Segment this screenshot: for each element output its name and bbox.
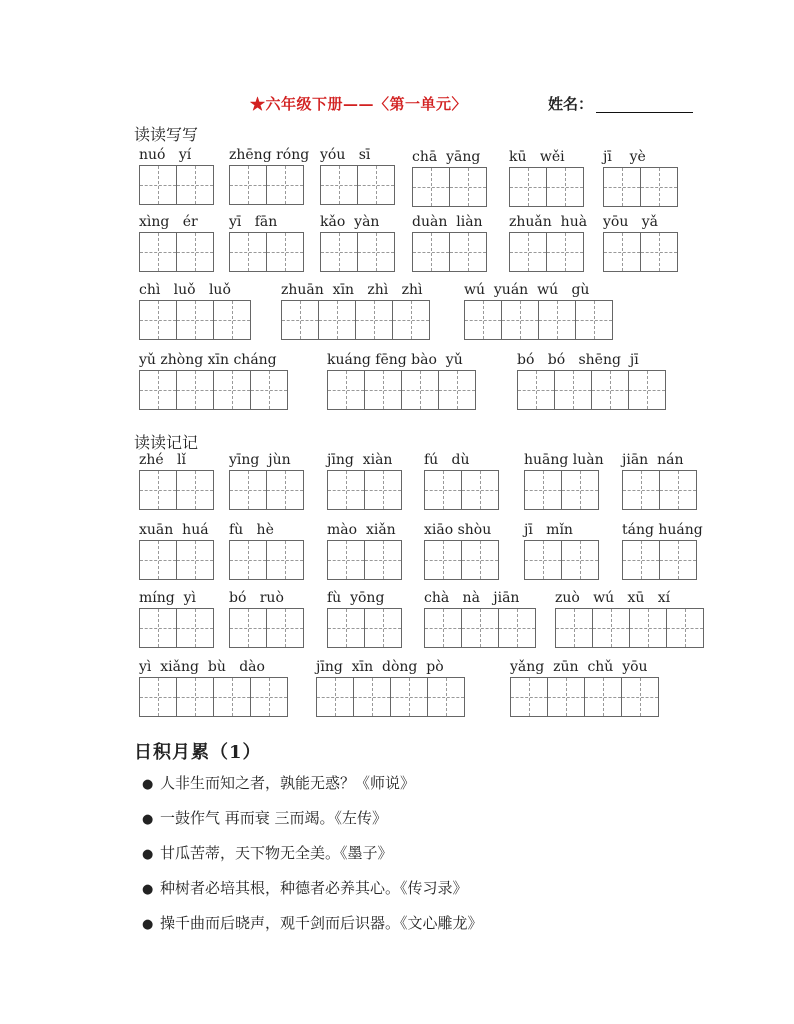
tian-grid (139, 165, 214, 205)
writing-box[interactable] (501, 300, 539, 340)
pinyin-label: kǎo yàn (320, 214, 380, 230)
writing-box[interactable] (603, 167, 641, 207)
writing-box[interactable] (353, 677, 391, 717)
writing-box[interactable] (461, 608, 499, 648)
quote-item (142, 912, 483, 933)
writing-box[interactable] (213, 300, 251, 340)
writing-box[interactable] (510, 677, 548, 717)
word-item (603, 149, 678, 207)
writing-box[interactable] (591, 370, 629, 410)
writing-box[interactable] (176, 232, 214, 272)
writing-box[interactable] (401, 370, 439, 410)
writing-box[interactable] (628, 370, 666, 410)
writing-box[interactable] (139, 300, 177, 340)
writing-box[interactable] (266, 470, 304, 510)
writing-box[interactable] (561, 540, 599, 580)
writing-box[interactable] (266, 232, 304, 272)
section-heading-read-remember: 读读记记 (134, 433, 199, 452)
writing-box[interactable] (461, 540, 499, 580)
writing-box[interactable] (659, 540, 697, 580)
writing-box[interactable] (561, 470, 599, 510)
pinyin-label: nuó yí (139, 147, 192, 163)
bullet-icon: ● (142, 777, 154, 792)
writing-box[interactable] (575, 300, 613, 340)
word-item (229, 590, 304, 648)
writing-box[interactable] (176, 677, 214, 717)
tian-grid (603, 167, 678, 207)
tian-grid (524, 470, 599, 510)
writing-box[interactable] (139, 470, 177, 510)
pinyin-label: jīng xīn dòng pò (316, 659, 444, 675)
tian-grid (320, 165, 395, 205)
pinyin-label: jī mǐn (524, 522, 573, 538)
quote-item (142, 877, 468, 898)
writing-box[interactable] (176, 540, 214, 580)
tian-grid (229, 540, 304, 580)
writing-box[interactable] (592, 608, 630, 648)
pinyin-label: chā yāng (412, 149, 481, 165)
tian-grid (509, 232, 584, 272)
pinyin-label: yì xiǎng bù dào (139, 659, 265, 675)
writing-box[interactable] (327, 540, 365, 580)
writing-box[interactable] (546, 167, 584, 207)
writing-box[interactable] (213, 370, 251, 410)
tian-grid (139, 677, 288, 717)
writing-box[interactable] (266, 608, 304, 648)
pinyin-label: fù yōng (327, 590, 385, 606)
word-item (139, 147, 214, 205)
writing-box[interactable] (139, 608, 177, 648)
word-item (139, 659, 288, 717)
writing-box[interactable] (229, 608, 267, 648)
word-item (464, 282, 613, 340)
writing-box[interactable] (509, 232, 547, 272)
word-item (327, 452, 402, 510)
pinyin-label: yī fān (229, 214, 278, 230)
tian-grid (320, 232, 395, 272)
writing-box[interactable] (229, 540, 267, 580)
quote-text: 一鼓作气 再而衰 三而竭。《左传》 (160, 809, 388, 827)
writing-box[interactable] (320, 232, 358, 272)
tian-grid (139, 540, 214, 580)
pinyin-label: xìng ér (139, 214, 198, 230)
word-item (229, 452, 304, 510)
tian-grid (412, 232, 487, 272)
writing-box[interactable] (498, 608, 536, 648)
pinyin-label: mào xiǎn (327, 522, 396, 538)
writing-box[interactable] (622, 540, 660, 580)
pinyin-label: jīng xiàn (327, 452, 393, 468)
quote-text: 人非生而知之者，孰能无惑？《师说》 (160, 774, 416, 792)
word-item (424, 590, 536, 648)
writing-box[interactable] (554, 370, 592, 410)
word-item (603, 214, 678, 272)
word-item (622, 452, 697, 510)
word-item (316, 659, 465, 717)
tian-grid (524, 540, 599, 580)
writing-box[interactable] (547, 677, 585, 717)
word-item (555, 590, 704, 648)
word-item (424, 522, 499, 580)
tian-grid (464, 300, 613, 340)
tian-grid (327, 470, 402, 510)
writing-box[interactable] (250, 370, 288, 410)
writing-box[interactable] (424, 470, 462, 510)
writing-box[interactable] (355, 300, 393, 340)
bullet-icon: ● (142, 917, 154, 932)
word-item (524, 452, 604, 510)
pinyin-label: yīng jùn (229, 452, 291, 468)
writing-box[interactable] (364, 370, 402, 410)
pinyin-label: chà nà jiān (424, 590, 520, 606)
writing-box[interactable] (412, 167, 450, 207)
tian-grid (139, 608, 214, 648)
writing-box[interactable] (318, 300, 356, 340)
pinyin-label: míng yì (139, 590, 197, 606)
word-item (139, 522, 214, 580)
tian-grid (622, 540, 697, 580)
pinyin-label: jī yè (603, 149, 646, 165)
writing-box[interactable] (357, 165, 395, 205)
pinyin-label: jiān nán (622, 452, 684, 468)
tian-grid (509, 167, 584, 207)
worksheet-title: ★六年级下册——〈第一单元〉 (250, 95, 468, 113)
pinyin-label: chì luǒ luǒ (139, 282, 231, 298)
writing-box[interactable] (229, 232, 267, 272)
writing-box[interactable] (438, 370, 476, 410)
writing-box[interactable] (555, 608, 593, 648)
pinyin-label: zhēng róng (229, 147, 310, 163)
bullet-icon: ● (142, 812, 154, 827)
writing-box[interactable] (139, 165, 177, 205)
tian-grid (327, 370, 476, 410)
pinyin-label: yōu yǎ (603, 214, 658, 230)
writing-box[interactable] (327, 370, 365, 410)
writing-box[interactable] (424, 540, 462, 580)
pinyin-label: wú yuán wú gù (464, 282, 590, 298)
tian-grid (229, 232, 304, 272)
word-item (229, 147, 310, 205)
pinyin-label: fù hè (229, 522, 274, 538)
tian-grid (412, 167, 487, 207)
quote-text: 种树者必培其根，种德者必养其心。《传习录》 (160, 879, 468, 897)
tian-grid (229, 608, 304, 648)
word-item (524, 522, 599, 580)
pinyin-label: táng huáng (622, 522, 703, 538)
tian-grid (327, 608, 402, 648)
writing-box[interactable] (524, 470, 562, 510)
writing-box[interactable] (139, 677, 177, 717)
pinyin-label: zhé lǐ (139, 452, 186, 468)
word-item (424, 452, 499, 510)
tian-grid (139, 370, 288, 410)
word-item (517, 352, 666, 410)
tian-grid (281, 300, 430, 340)
name-label: 姓名： (548, 95, 594, 113)
writing-box[interactable] (584, 677, 622, 717)
word-item (622, 522, 703, 580)
writing-box[interactable] (509, 167, 547, 207)
writing-box[interactable] (427, 677, 465, 717)
writing-box[interactable] (449, 167, 487, 207)
pinyin-label: zhuǎn huà (509, 214, 588, 230)
tian-grid (139, 300, 251, 340)
pinyin-label: xiāo shòu (424, 522, 492, 538)
writing-box[interactable] (524, 540, 562, 580)
writing-box[interactable] (176, 300, 214, 340)
pinyin-label: duàn liàn (412, 214, 483, 230)
tian-grid (139, 470, 214, 510)
word-item (139, 452, 214, 510)
writing-box[interactable] (266, 540, 304, 580)
writing-box[interactable] (640, 232, 678, 272)
section-heading-read-write: 读读写写 (134, 125, 199, 144)
writing-box[interactable] (139, 540, 177, 580)
writing-box[interactable] (139, 232, 177, 272)
writing-box[interactable] (390, 677, 428, 717)
pinyin-label: zuò wú xū xí (555, 590, 671, 606)
writing-box[interactable] (229, 165, 267, 205)
word-item (139, 352, 288, 410)
tian-grid (510, 677, 659, 717)
word-item (139, 590, 214, 648)
writing-box[interactable] (250, 677, 288, 717)
bullet-icon: ● (142, 847, 154, 862)
writing-box[interactable] (517, 370, 555, 410)
writing-box[interactable] (364, 470, 402, 510)
quote-text: 甘瓜苦蒂，天下物无全美。《墨子》 (160, 844, 393, 862)
word-item (510, 659, 659, 717)
tian-grid (424, 540, 499, 580)
writing-box[interactable] (603, 232, 641, 272)
writing-box[interactable] (176, 165, 214, 205)
bullet-icon: ● (142, 882, 154, 897)
tian-grid (316, 677, 465, 717)
writing-box[interactable] (538, 300, 576, 340)
writing-box[interactable] (424, 608, 462, 648)
writing-box[interactable] (176, 370, 214, 410)
tian-grid (327, 540, 402, 580)
word-item (327, 590, 402, 648)
writing-box[interactable] (316, 677, 354, 717)
writing-box[interactable] (449, 232, 487, 272)
writing-box[interactable] (176, 608, 214, 648)
pinyin-label: bó bó shēng jī (517, 352, 639, 368)
word-item (320, 147, 395, 205)
writing-box[interactable] (364, 608, 402, 648)
writing-box[interactable] (229, 470, 267, 510)
section-heading-accumulate: 日积月累（1） (134, 742, 262, 763)
word-item (509, 149, 584, 207)
pinyin-label: kuáng fēng bào yǔ (327, 352, 463, 368)
tian-grid (229, 470, 304, 510)
pinyin-label: bó ruò (229, 590, 284, 606)
tian-grid (424, 470, 499, 510)
writing-box[interactable] (666, 608, 704, 648)
tian-grid (622, 470, 697, 510)
writing-box[interactable] (622, 470, 660, 510)
quote-item (142, 807, 387, 828)
writing-box[interactable] (464, 300, 502, 340)
writing-box[interactable] (320, 165, 358, 205)
writing-box[interactable] (640, 167, 678, 207)
pinyin-label: kū wěi (509, 149, 565, 165)
writing-box[interactable] (357, 232, 395, 272)
pinyin-label: xuān huá (139, 522, 209, 538)
tian-grid (555, 608, 704, 648)
writing-box[interactable] (364, 540, 402, 580)
pinyin-label: yóu sī (320, 147, 371, 163)
writing-box[interactable] (281, 300, 319, 340)
pinyin-label: fú dù (424, 452, 470, 468)
writing-box[interactable] (461, 470, 499, 510)
tian-grid (139, 232, 214, 272)
writing-box[interactable] (412, 232, 450, 272)
pinyin-label: yǎng zūn chǔ yōu (510, 659, 648, 675)
word-item (320, 214, 395, 272)
word-item (281, 282, 430, 340)
quote-item (142, 842, 393, 863)
pinyin-label: zhuān xīn zhì zhì (281, 282, 423, 298)
writing-box[interactable] (392, 300, 430, 340)
word-item (229, 214, 304, 272)
writing-box[interactable] (139, 370, 177, 410)
writing-box[interactable] (327, 608, 365, 648)
pinyin-label: yǔ zhòng xīn cháng (139, 352, 277, 368)
writing-box[interactable] (629, 608, 667, 648)
writing-box[interactable] (621, 677, 659, 717)
word-item (139, 282, 251, 340)
pinyin-label: huāng luàn (524, 452, 604, 468)
tian-grid (424, 608, 536, 648)
writing-box[interactable] (546, 232, 584, 272)
writing-box[interactable] (327, 470, 365, 510)
word-item (327, 352, 476, 410)
quote-item (142, 772, 415, 793)
name-blank-line[interactable] (596, 112, 693, 113)
tian-grid (229, 165, 304, 205)
writing-box[interactable] (176, 470, 214, 510)
writing-box[interactable] (213, 677, 251, 717)
writing-box[interactable] (266, 165, 304, 205)
tian-grid (603, 232, 678, 272)
writing-box[interactable] (659, 470, 697, 510)
word-item (509, 214, 588, 272)
word-item (412, 149, 487, 207)
word-item (139, 214, 214, 272)
word-item (229, 522, 304, 580)
word-item (327, 522, 402, 580)
word-item (412, 214, 487, 272)
tian-grid (517, 370, 666, 410)
quote-text: 操千曲而后晓声，观千剑而后识器。《文心雕龙》 (160, 914, 483, 932)
